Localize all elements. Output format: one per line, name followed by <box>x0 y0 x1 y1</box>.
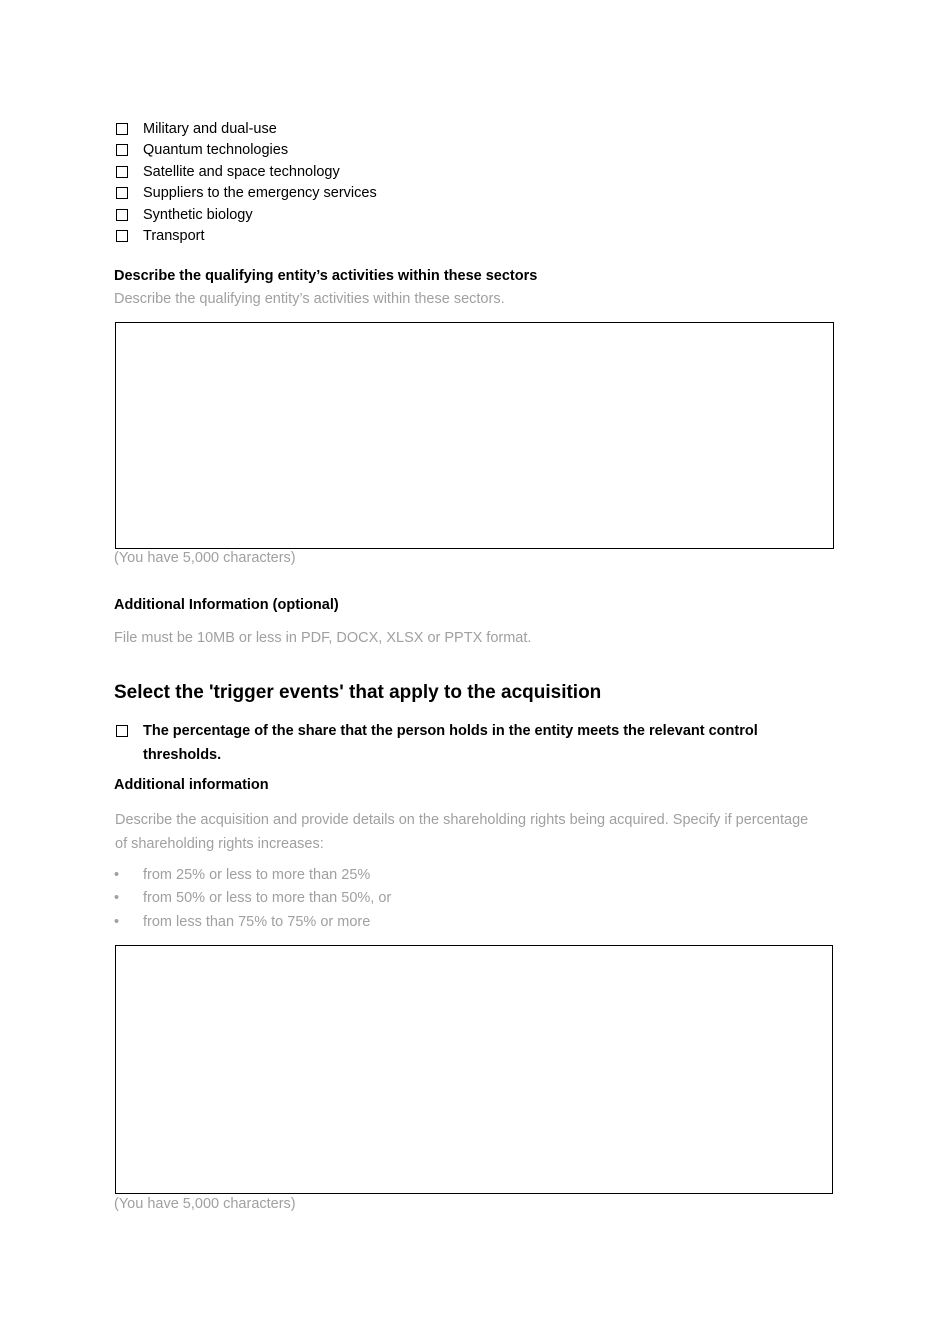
bullet-icon: • <box>114 867 120 883</box>
activities-label: Describe the qualifying entity’s activities within these sectors <box>114 268 538 284</box>
activities-char-count: (You have 5,000 characters) <box>114 550 296 566</box>
checkbox-icon[interactable] <box>116 144 128 156</box>
additional-upload-label: Additional Information (optional) <box>114 597 339 613</box>
checkbox-icon[interactable] <box>116 187 128 199</box>
checkbox-label: The percentage of the share that the person holds in the entity meets the relevant control thresholds. <box>143 723 758 763</box>
checkbox-label: Satellite and space technology <box>143 164 340 180</box>
trigger-char-count: (You have 5,000 characters) <box>114 1196 296 1212</box>
form-page: Military and dual-use Quantum technologies Satellite and space technology Suppliers to the emergency services Synthetic biology Transport Describe the qualifying entity’s activities within these sectors Describe the qualifying entity’s activities within these sectors. (You have 5,000 characters) Additional Information (optional) File must be 10MB or less in PDF, DOCX, XLSX or PPTX format. Select the 'trigger events' that apply to the acquisition The percentage of the share that the person holds in the entity meets the relevant control thresholds. Additional information Describe the acquisition and provide details on the shareholding rights being acquired. Specify if percentage of shareholding rights increases: • from 25% or less to more than 25% • from 50% or less to more than 50%, or • from less than 75% to 75% or more (You have 5,000 characters) <box>0 0 950 1344</box>
checkbox-icon[interactable] <box>116 123 128 135</box>
trigger-additional-label: Additional information <box>114 777 269 793</box>
trigger-additional-hint: Describe the acquisition and provide details on the shareholding rights being acquired. Specify if percentage of shareholding rights increases: <box>115 812 809 852</box>
checkbox-label: Transport <box>143 228 205 244</box>
checkbox-icon[interactable] <box>116 209 128 221</box>
checkbox-icon[interactable] <box>116 725 128 737</box>
trigger-events-heading: Select the 'trigger events' that apply to the acquisition <box>114 682 602 703</box>
additional-upload-hint: File must be 10MB or less in PDF, DOCX, XLSX or PPTX format. <box>114 630 532 646</box>
bullet-icon: • <box>114 914 120 930</box>
trigger-event-checkbox-control-threshold[interactable] <box>116 719 816 767</box>
checkbox-label: Quantum technologies <box>143 142 289 158</box>
checkbox-icon[interactable] <box>116 230 128 242</box>
bullet-icon: • <box>114 890 120 906</box>
checkbox-icon[interactable] <box>116 166 128 178</box>
checkbox-label: Synthetic biology <box>143 207 253 223</box>
checkbox-label: Military and dual-use <box>143 121 277 137</box>
checkbox-label: Suppliers to the emergency services <box>143 185 377 201</box>
trigger-additional-textarea[interactable] <box>115 945 833 1194</box>
activities-hint: Describe the qualifying entity’s activities within these sectors. <box>114 291 505 307</box>
activities-textarea[interactable] <box>115 322 834 549</box>
